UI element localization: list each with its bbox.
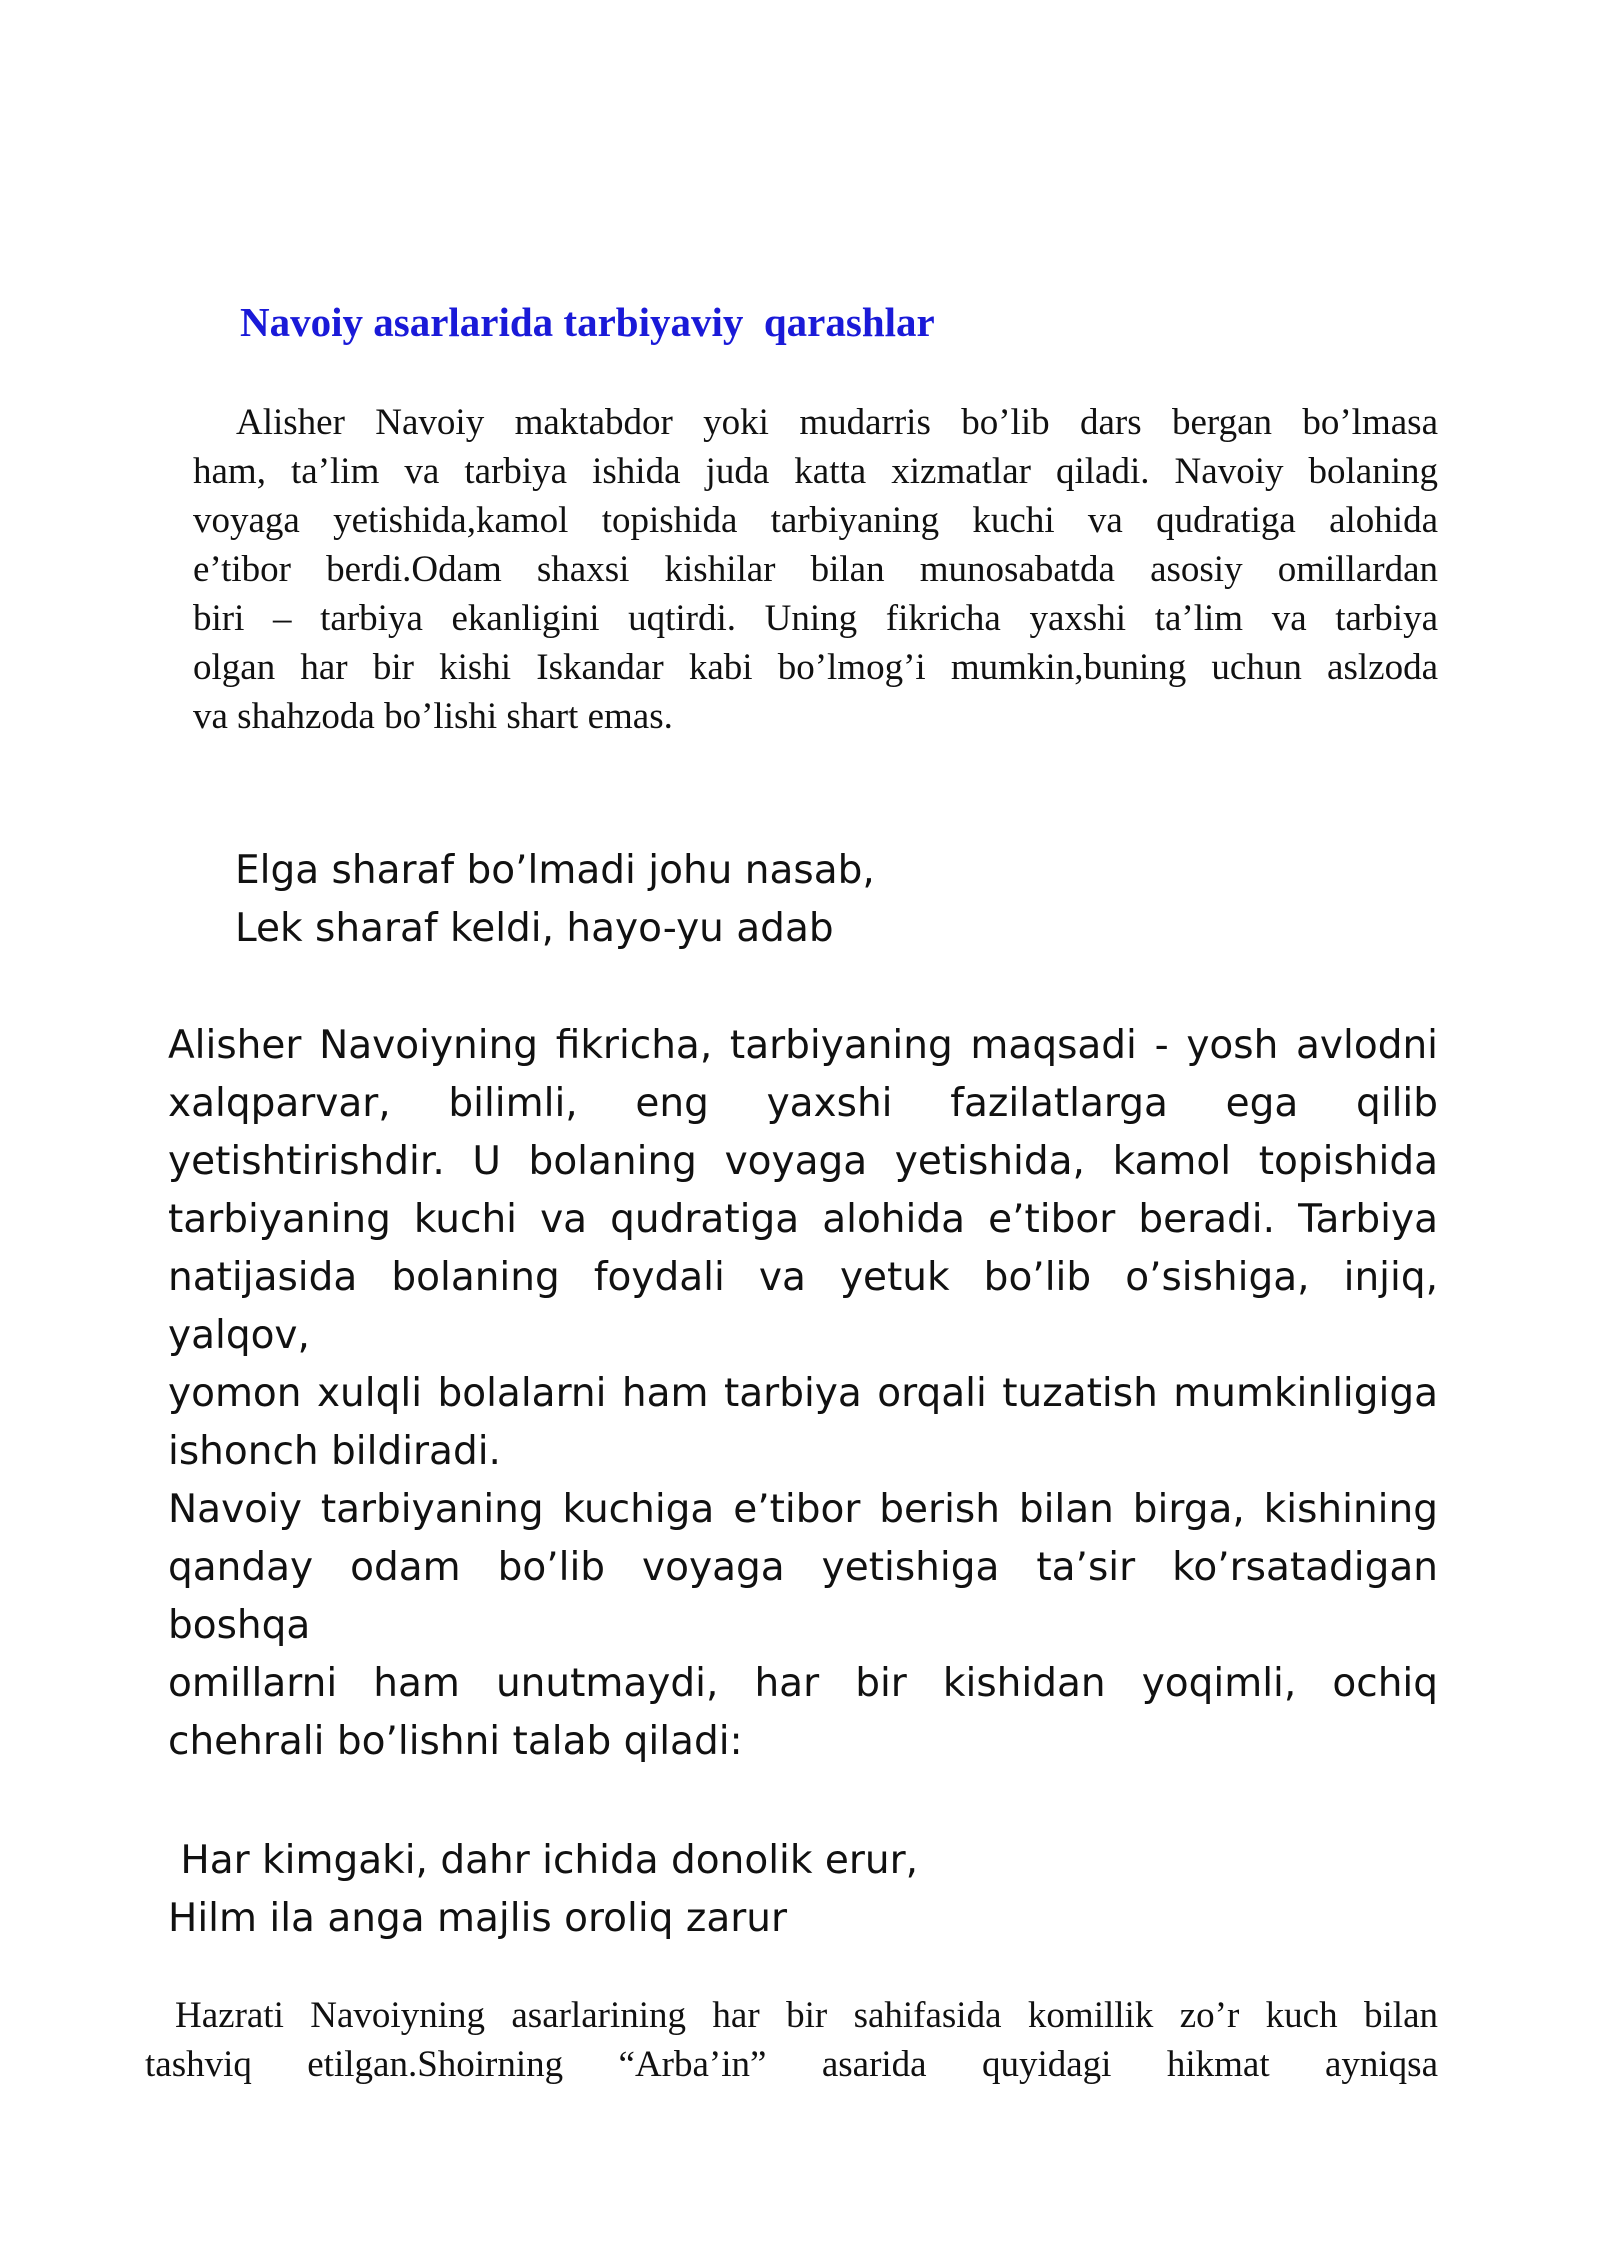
text-line: Alisher Navoiy maktabdor yoki mudarris bo’lib dars bergan bo’lmasa xyxy=(236,402,1438,443)
text-line: natijasida bolaning foydali va yetuk bo’lib o’sishiga, injiq, yalqov, xyxy=(168,1255,1438,1358)
text-line: ishonch bildiradi. xyxy=(168,1429,501,1474)
verse-line: Elga sharaf bo’lmadi johu nasab, xyxy=(235,848,875,893)
text-line: voyaga yetishida,kamol topishida tarbiyaning kuchi va qudratiga alohida xyxy=(193,500,1438,541)
text-line: biri – tarbiya ekanligini uqtirdi. Uning fikricha yaxshi ta’lim va tarbiya xyxy=(193,598,1438,639)
text-line: ham, ta’lim va tarbiya ishida juda katta xizmatlar qiladi. Navoiy bolaning xyxy=(193,451,1438,492)
paragraph-goal xyxy=(168,1017,1438,1481)
paragraph-intro xyxy=(193,398,1438,741)
text-line: yomon xulqli bolalarni ham tarbiya orqali tuzatish mumkinligiga xyxy=(168,1371,1438,1416)
text-line: chehrali bo’lishni talab qiladi: xyxy=(168,1719,743,1764)
text-line: va shahzoda bo’lishi shart emas. xyxy=(193,696,673,737)
document-title: Navoiy asarlarida tarbiyaviy qarashlar xyxy=(240,299,935,345)
verse-quote-2 xyxy=(168,1832,1168,1948)
text-line: Hazrati Navoiyning asarlarining har bir sahifasida komillik zo’r kuch bilan xyxy=(175,1995,1438,2036)
text-line: tarbiyaning kuchi va qudratiga alohida e’tibor beradi. Tarbiya xyxy=(168,1197,1438,1242)
text-line: olgan har bir kishi Iskandar kabi bo’lmog’i mumkin,buning uchun aslzoda xyxy=(193,647,1438,688)
verse-line: Har kimgaki, dahr ichida donolik erur, xyxy=(168,1838,919,1883)
verse-line: Lek sharaf keldi, hayo-yu adab xyxy=(235,906,834,951)
text-line: Navoiy tarbiyaning kuchiga e’tibor berish bilan birga, kishining xyxy=(168,1487,1438,1532)
text-line: yetishtirishdir. U bolaning voyaga yetishida, kamol topishida xyxy=(168,1139,1438,1184)
paragraph-factors xyxy=(168,1481,1438,1771)
text-line: Alisher Navoiyning fikricha, tarbiyaning maqsadi - yosh avlodni xyxy=(168,1023,1438,1068)
text-line: tashviq etilgan.Shoirning “Arba’in” asarida quyidagi hikmat ayniqsa xyxy=(145,2044,1438,2085)
text-line: e’tibor berdi.Odam shaxsi kishilar bilan munosabatda asosiy omillardan xyxy=(193,549,1438,590)
verse-quote-1 xyxy=(235,842,1235,958)
paragraph-arbain xyxy=(145,1991,1438,2089)
text-line: xalqparvar, bilimli, eng yaxshi fazilatlarga ega qilib xyxy=(168,1081,1438,1126)
verse-line: Hilm ila anga majlis oroliq zarur xyxy=(168,1896,788,1941)
text-line: qanday odam bo’lib voyaga yetishiga ta’sir ko’rsatadigan boshqa xyxy=(168,1545,1438,1648)
text-line: omillarni ham unutmaydi, har bir kishidan yoqimli, ochiq xyxy=(168,1661,1438,1706)
